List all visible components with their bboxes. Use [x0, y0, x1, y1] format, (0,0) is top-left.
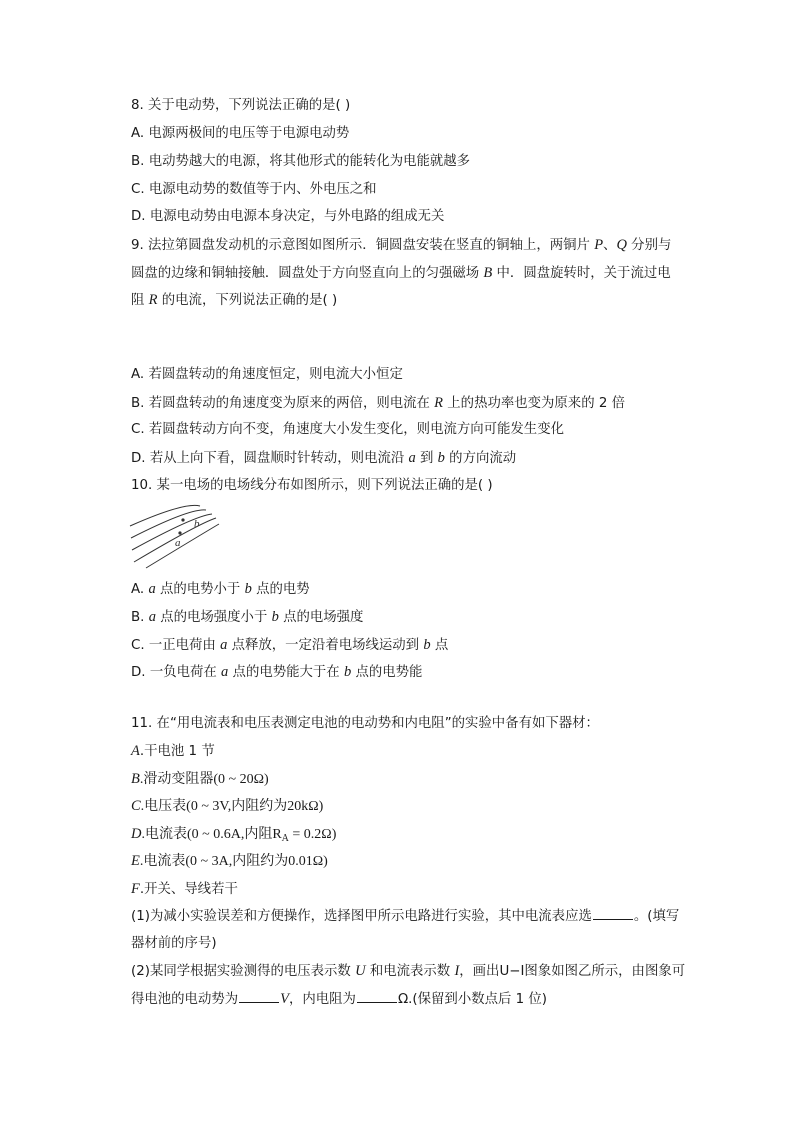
q8-option-d: D. 电源电动势由电源本身决定，与外电路的组成无关	[131, 209, 445, 224]
var-p: P	[594, 237, 604, 253]
q11-item-b: B.滑动变阻器(0 ~ 20Ω)	[131, 771, 269, 787]
q9-option-b: B. 若圆盘转动的角速度变为原来的两倍，则电流在 R 上的热功率也变为原来的 2 倍	[131, 395, 626, 411]
q11-stem: 11. 在“用电流表和电压表测定电池的电动势和内电阻”的实验中备有如下器材：	[131, 716, 599, 731]
q11-part2-line2: 得电池的电动势为 V，内电阻为 Ω.(保留到小数点后 1 位)	[131, 991, 548, 1007]
var-b: B	[483, 265, 493, 281]
point-a-dot	[178, 531, 181, 534]
point-a-label: a	[175, 537, 181, 549]
q11-item-c: C.电压表(0 ~ 3V,内阻约为20kΩ)	[131, 798, 324, 814]
q11-part1-line1: (1)为减小实验误差和方便操作，选择图甲所示电路进行实验，其中电流表应选 。(填写	[131, 909, 680, 924]
q9-stem-line1: 9. 法拉第圆盘发动机的示意图如图所示．铜圆盘安装在竖直的铜轴上，两铜片 P、Q 分别与	[131, 237, 672, 253]
q11-part1-line2: 器材前的序号)	[131, 936, 217, 951]
point-b-label: b	[194, 518, 200, 530]
q9-stem-line2: 圆盘的边缘和铜轴接触．圆盘处于方向竖直向上的匀强磁场 B 中．圆盘旋转时，关于流过电	[131, 265, 671, 281]
q11-item-d: D.电流表(0 ~ 0.6A,内阻$R_A = 0.2\Omega$)	[131, 826, 337, 844]
var-q: Q	[616, 237, 627, 253]
answer-blank-3[interactable]	[357, 990, 397, 1003]
q9-option-a: A. 若圆盘转动的角速度恒定，则电流大小恒定	[131, 367, 403, 382]
field-line-5	[146, 524, 219, 568]
q11-part2-line1: (2)某同学根据实验测得的电压表示数 U 和电流表示数 I，画出U−I图象如图乙所示，由图象可	[131, 963, 686, 979]
answer-blank-1[interactable]	[593, 907, 633, 920]
q8-option-b: B. 电动势越大的电源，将其他形式的能转化为电能就越多	[131, 154, 471, 169]
q9-option-d: D. 若从上向下看，圆盘顺时针转动，则电流沿 a 到 b 的方向流动	[131, 450, 517, 466]
field-line-1	[130, 505, 200, 526]
q9-stem-line3: 阻 R 的电流，下列说法正确的是( )	[131, 292, 338, 308]
q10-option-c: C. 一正电荷由 a 点释放，一定沿着电场线运动到 b 点	[131, 637, 449, 653]
q10-option-d: D. 一负电荷在 a 点的电势能大于在 b 点的电势能	[131, 664, 423, 680]
q11-item-f: F.开关、导线若干	[131, 881, 238, 897]
q8-option-c: C. 电源电动势的数值等于内、外电压之和	[131, 182, 377, 197]
point-b-dot	[181, 518, 184, 521]
q11-item-a: A.干电池 1 节	[131, 743, 215, 759]
q8-option-a: A. 电源两极间的电压等于电源电动势	[131, 126, 350, 141]
q10-stem: 10. 某一电场的电场线分布如图所示，则下列说法正确的是( )	[131, 478, 493, 493]
q8-stem: 8. 关于电动势，下列说法正确的是( )	[131, 98, 351, 113]
q10-option-b: B. a 点的电场强度小于 b 点的电场强度	[131, 609, 364, 625]
electric-field-lines-figure	[128, 500, 220, 572]
q9-option-c: C. 若圆盘转动方向不变，角速度大小发生变化，则电流方向可能发生变化	[131, 422, 564, 437]
q10-option-a: A. a 点的电势小于 b 点的电势	[131, 581, 310, 597]
var-r: R	[148, 292, 158, 308]
q11-item-e: E.电流表(0 ~ 3A,内阻约为0.01Ω)	[131, 853, 328, 869]
answer-blank-2[interactable]	[239, 990, 279, 1003]
